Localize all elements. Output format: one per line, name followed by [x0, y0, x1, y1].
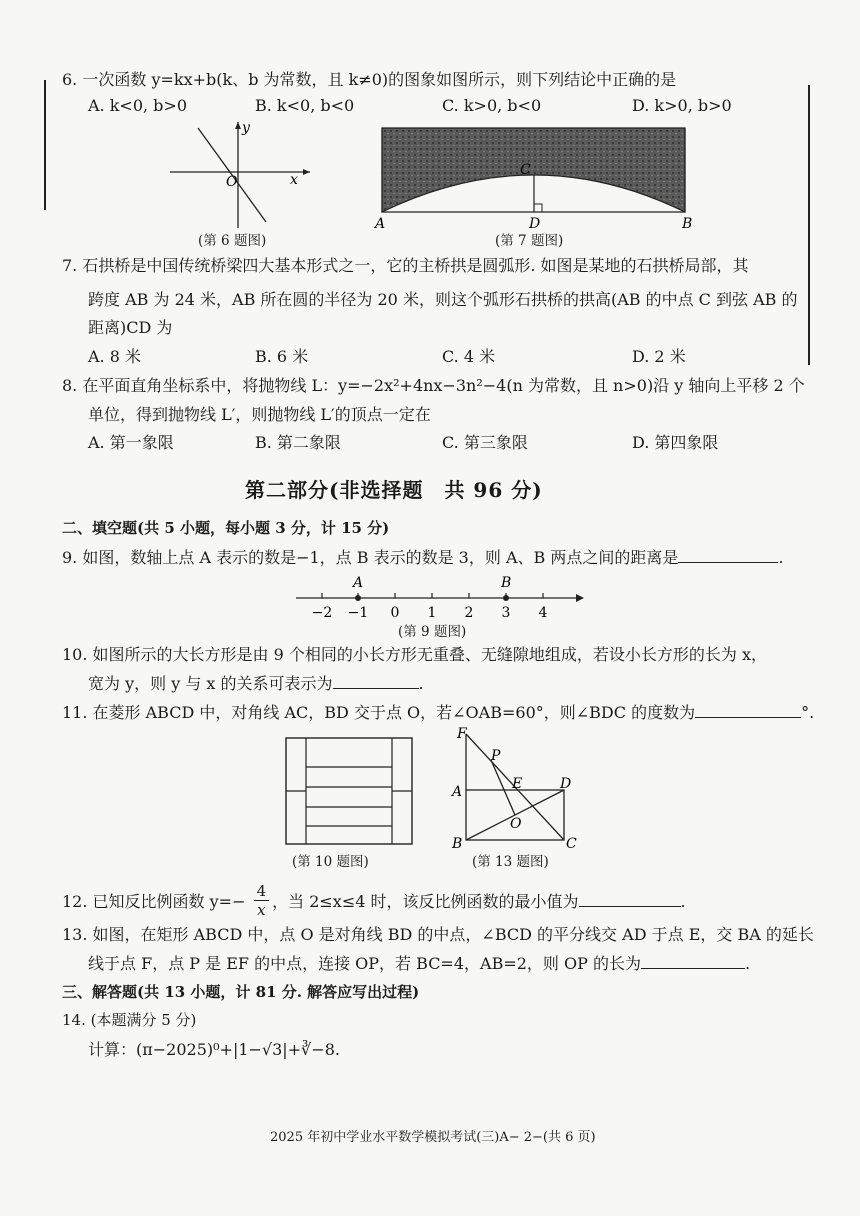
q12-answer-blank[interactable]: [579, 892, 681, 907]
q6-option-b: B. k<0, b<0: [255, 96, 355, 115]
q7-option-a: A. 8 米: [88, 347, 141, 366]
q12-pre: 12. 已知反比例函数 y=−: [62, 892, 246, 911]
q8-line-2: 单位，得到抛物线 L′，则抛物线 L′的顶点一定在: [88, 405, 431, 424]
q8-line-1: 8. 在平面直角坐标系中，将抛物线 L：y=−2x²+4nx−3n²−4(n 为常数，且 n>0)沿 y 轴向上平移 2 个: [62, 376, 805, 395]
q12-numerator: 4: [254, 882, 270, 901]
q13-label-b: B: [452, 836, 463, 852]
q7-label-d: D: [529, 216, 541, 232]
q6-origin-label: O: [226, 174, 238, 190]
q9-number-line: [290, 572, 590, 624]
q7-caption: (第 7 题图): [495, 233, 564, 249]
q14-title: 14. (本题满分 5 分): [62, 1011, 197, 1029]
q13-caption: (第 13 题图): [472, 854, 549, 870]
q12-denominator: x: [257, 901, 266, 919]
q12-fraction: [254, 882, 270, 919]
q8-option-c: C. 第三象限: [442, 433, 528, 452]
q7-line-1: 7. 石拱桥是中国传统桥梁四大基本形式之一，它的主桥拱是圆弧形. 如图是某地的石拱桥局部，其: [62, 256, 749, 275]
section-two-heading: 二、填空题(共 5 小题，每小题 3 分，计 15 分): [62, 519, 390, 537]
q8-option-a: A. 第一象限: [88, 433, 174, 452]
q7-option-b: B. 6 米: [255, 347, 309, 366]
q9-answer-blank[interactable]: [678, 548, 778, 563]
q7-figure: [372, 124, 702, 232]
q13-line-1: 13. 如图，在矩形 ABCD 中，点 O 是对角线 BD 的中点，∠BCD 的平分线交 AD 于点 E，交 BA 的延长: [62, 925, 814, 944]
q13-label-o: O: [510, 816, 522, 832]
q9-tick-label: 0: [390, 605, 400, 621]
q6-figure: [160, 118, 320, 230]
q6-option-c: C. k>0, b<0: [442, 96, 542, 115]
q13-answer-blank[interactable]: [641, 954, 745, 969]
q6-stem: 6. 一次函数 y=kx+b(k、b 为常数，且 k≠0)的图象如图所示，则下列结论中正确的是: [62, 70, 677, 89]
q13-label-f: F: [457, 726, 467, 742]
q11-end: °.: [801, 703, 815, 722]
q11-answer-blank[interactable]: [695, 703, 801, 718]
q9-tick-label: 3: [501, 605, 511, 621]
q9-tick-label: 4: [538, 605, 548, 621]
q13-label-p: P: [491, 748, 501, 764]
q9-tick-label: −1: [347, 605, 369, 621]
q9-point-a-label: A: [353, 575, 364, 591]
q11-stem-text: 11. 在菱形 ABCD 中，对角线 AC，BD 交于点 O，若∠OAB=60°，则∠BDC 的度数为: [62, 703, 696, 722]
q10-line-1: 10. 如图所示的大长方形是由 9 个相同的小长方形无重叠、无缝隙地组成，若设小长方形的长为 x，: [62, 645, 767, 664]
q13-label-c: C: [566, 836, 577, 852]
q9-caption: (第 9 题图): [398, 624, 467, 640]
q10-line-2-text: 宽为 y，则 y 与 x 的关系可表示为: [88, 674, 333, 693]
q7-line-2: 跨度 AB 为 24 米，AB 所在圆的半径为 20 米，则这个弧形石拱桥的拱高(AB 的中点 C 到弦 AB 的: [88, 290, 798, 309]
q13-line-2-text: 线于点 F，点 P 是 EF 的中点，连接 OP，若 BC=4，AB=2，则 OP 的长为: [88, 954, 641, 973]
q13-label-e: E: [512, 776, 523, 792]
part-two-title: 第二部分(非选择题 共 96 分): [245, 478, 543, 502]
q13-label-a: A: [452, 784, 463, 800]
q10-caption: (第 10 题图): [292, 854, 369, 870]
q9-stem: [62, 548, 783, 568]
q12-post: ，当 2≤x≤4 时，该反比例函数的最小值为: [272, 892, 579, 911]
q13-end: .: [744, 954, 751, 973]
q10-answer-blank[interactable]: [333, 674, 419, 689]
q9-tick-label: −2: [311, 605, 333, 621]
q12-end: .: [680, 892, 686, 911]
q13-figure: [446, 726, 586, 854]
q9-stem-end: .: [778, 548, 784, 567]
q12-stem: [62, 884, 686, 921]
q6-x-label: x: [290, 172, 298, 188]
q13-label-d: D: [560, 776, 572, 792]
right-margin-line: [808, 85, 810, 365]
q6-y-label: y: [242, 120, 250, 136]
q7-option-d: D. 2 米: [632, 347, 686, 366]
q9-tick-label: 1: [427, 605, 437, 621]
q11-stem: [62, 703, 814, 723]
q7-label-a: A: [375, 216, 386, 232]
q9-stem-text: 9. 如图，数轴上点 A 表示的数是−1，点 B 表示的数是 3，则 A、B 两点之间的距离是: [62, 548, 679, 567]
q9-tick-label: 2: [464, 605, 474, 621]
q9-point-b-label: B: [501, 575, 512, 591]
q8-option-d: D. 第四象限: [632, 433, 719, 452]
q10-figure: [284, 736, 414, 848]
left-margin-line: [44, 80, 46, 210]
q7-label-c: C: [520, 162, 531, 178]
page-footer: 2025 年初中学业水平数学模拟考试(三)A− 2−(共 6 页): [270, 1130, 596, 1145]
q7-label-b: B: [682, 216, 693, 232]
q10-end: .: [418, 674, 424, 693]
q10-line-2: [88, 674, 424, 694]
q6-caption: (第 6 题图): [198, 233, 267, 249]
q6-option-d: D. k>0, b>0: [632, 96, 732, 115]
section-three-heading: 三、解答题(共 13 小题，计 81 分. 解答应写出过程): [62, 983, 420, 1001]
q7-line-3: 距离)CD 为: [88, 318, 173, 337]
q6-option-a: A. k<0, b>0: [88, 96, 188, 115]
q14-calc: 计算：(π−2025)⁰+|1−√3|+∛−8.: [88, 1040, 340, 1059]
q13-line-2: [88, 954, 750, 974]
q8-option-b: B. 第二象限: [255, 433, 341, 452]
q7-option-c: C. 4 米: [442, 347, 496, 366]
